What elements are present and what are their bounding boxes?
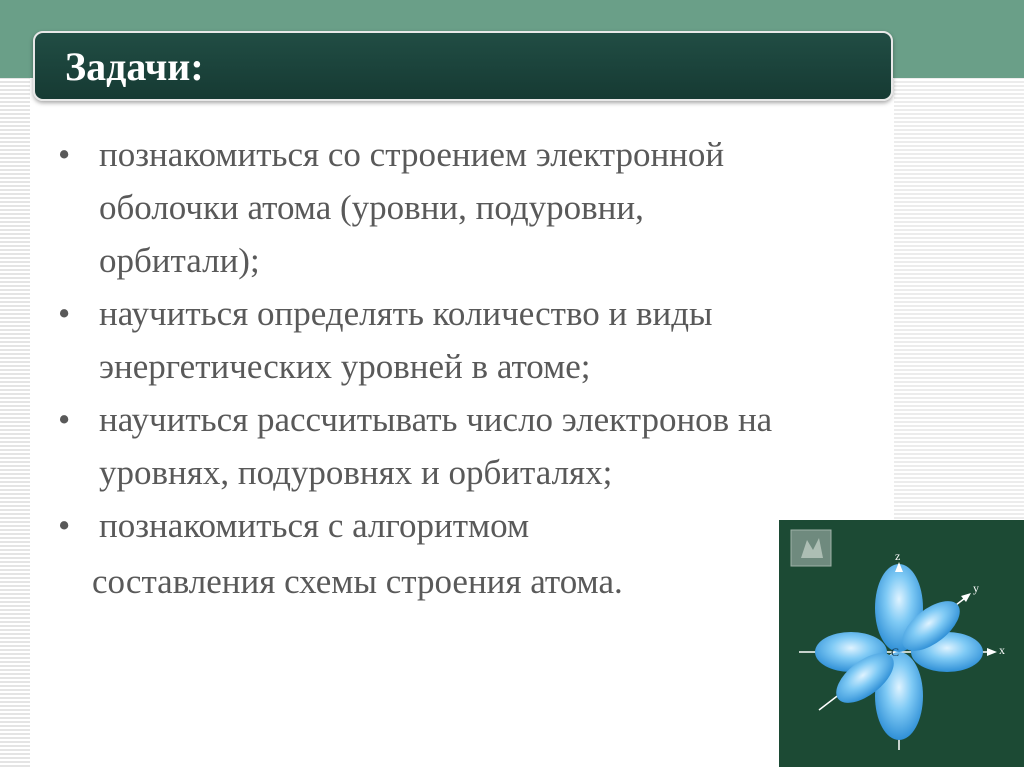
bullet-marker: • (58, 400, 71, 439)
axis-label-z: z (895, 549, 901, 563)
list-item-line: оболочки атома (уровни, подуровни, (99, 188, 644, 227)
list-item (58, 393, 938, 499)
list-item-line: научиться определять количество и виды (99, 294, 713, 333)
list-item-line: познакомиться с алгоритмом (99, 506, 530, 545)
bullet-marker: • (58, 135, 71, 174)
left-stripe-decoration (0, 78, 30, 767)
axis-label-y: y (973, 581, 979, 595)
list-item-line: орбитали); (99, 241, 260, 280)
bullet-marker: • (58, 294, 71, 333)
list-item-line: познакомиться со строением электронной (99, 135, 725, 174)
bullet-marker: • (58, 506, 71, 545)
list-item-line: энергетических уровней в атоме; (99, 347, 591, 386)
list-item-line: уровнях, подуровнях и орбиталях; (99, 453, 613, 492)
x-axis-arrow-icon (987, 648, 997, 656)
orbital-diagram (779, 520, 1024, 767)
page-title: Задачи: (65, 44, 204, 89)
list-item (58, 128, 938, 287)
orbital-figure (779, 520, 1024, 767)
list-item-line: научиться рассчитывать число электронов на (99, 400, 773, 439)
list-continuation: составления схемы строения атома. (92, 562, 623, 601)
axis-label-x: x (999, 643, 1005, 657)
title-bar (33, 31, 893, 101)
list-item (58, 287, 938, 393)
center-label: C (891, 645, 900, 659)
